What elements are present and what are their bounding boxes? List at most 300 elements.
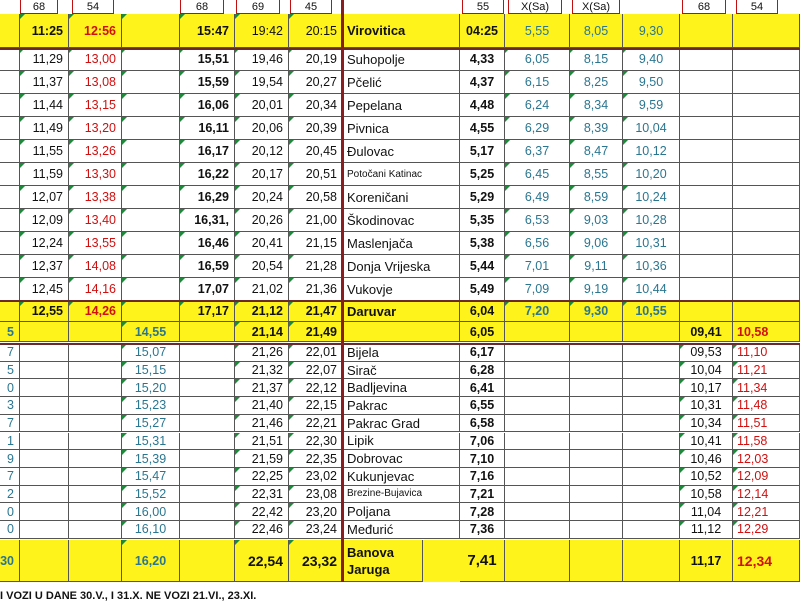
- empty-cell: [0, 301, 20, 322]
- departure-time-cell: 20,27: [289, 71, 343, 94]
- table-row: [0, 415, 800, 433]
- departure-time-cell: 16,22: [180, 163, 235, 186]
- departure-time-cell: 22,35: [289, 450, 343, 468]
- km-value: 6,41: [460, 379, 505, 397]
- empty-cell: [20, 486, 69, 504]
- departure-time-cell: 30: [0, 540, 20, 582]
- departure-time-cell: 16,29: [180, 186, 235, 209]
- station-name: Pakrac Grad: [343, 415, 460, 433]
- departure-time-cell: 5: [0, 322, 20, 342]
- departure-time-cell: 20,17: [235, 163, 289, 186]
- empty-cell: [733, 117, 800, 140]
- km-value: 5,49: [460, 278, 505, 301]
- empty-cell: [20, 540, 69, 582]
- empty-cell: [505, 540, 570, 582]
- empty-cell: [69, 486, 122, 504]
- departure-time-cell: 21,36: [289, 278, 343, 301]
- empty-cell: [733, 301, 800, 322]
- empty-cell: [180, 521, 235, 539]
- departure-time-cell: 21,15: [289, 232, 343, 255]
- empty-cell: [623, 521, 680, 539]
- departure-time-cell: 20,12: [235, 140, 289, 163]
- departure-time-cell: 7: [0, 415, 20, 433]
- table-row: [0, 71, 800, 94]
- table-row: [0, 117, 800, 140]
- departure-time-cell: 9: [0, 450, 20, 468]
- empty-cell: [69, 415, 122, 433]
- empty-cell: [570, 468, 623, 486]
- table-row: [0, 140, 800, 163]
- empty-cell: [69, 521, 122, 539]
- empty-cell: [0, 278, 20, 301]
- departure-time-cell: 11,29: [20, 48, 69, 71]
- departure-time-cell: 11,34: [733, 379, 800, 397]
- empty-cell: [733, 163, 800, 186]
- empty-cell: [180, 468, 235, 486]
- departure-time-cell: 12,03: [733, 450, 800, 468]
- empty-cell: [505, 415, 570, 433]
- departure-time-cell: 10,34: [680, 415, 733, 433]
- departure-time-cell: 22,46: [235, 521, 289, 539]
- departure-time-cell: 09,41: [680, 322, 733, 342]
- departure-time-cell: 22,07: [289, 362, 343, 380]
- station-name: Virovitica: [343, 14, 460, 48]
- table-row: [0, 209, 800, 232]
- empty-cell: [680, 209, 733, 232]
- departure-time-cell: 9,30: [623, 14, 680, 48]
- departure-time-cell: 10,31: [680, 397, 733, 415]
- empty-cell: [180, 379, 235, 397]
- departure-time-cell: 16,31,: [180, 209, 235, 232]
- departure-time-cell: 20:15: [289, 14, 343, 48]
- empty-cell: [180, 344, 235, 362]
- empty-cell: [505, 450, 570, 468]
- km-value: 7,06: [460, 433, 505, 451]
- empty-cell: [343, 322, 460, 342]
- empty-cell: [180, 450, 235, 468]
- empty-cell: [680, 301, 733, 322]
- departure-time-cell: 10,24: [623, 186, 680, 209]
- departure-time-cell: 10,41: [680, 433, 733, 451]
- empty-cell: [623, 379, 680, 397]
- departure-time-cell: 15,59: [180, 71, 235, 94]
- departure-time-cell: 13,08: [69, 71, 122, 94]
- departure-time-cell: 6,53: [505, 209, 570, 232]
- empty-cell: [0, 209, 20, 232]
- departure-time-cell: 9,50: [623, 71, 680, 94]
- departure-time-cell: 10,17: [680, 379, 733, 397]
- departure-time-cell: 9,40: [623, 48, 680, 71]
- departure-time-cell: 11,58: [733, 433, 800, 451]
- departure-time-cell: 13,55: [69, 232, 122, 255]
- empty-cell: [20, 415, 69, 433]
- station-name: Suhopolje: [343, 48, 460, 71]
- train-number-header: 54: [72, 0, 114, 14]
- departure-time-cell: 12,34: [733, 540, 800, 582]
- empty-cell: [20, 379, 69, 397]
- empty-cell: [680, 278, 733, 301]
- empty-cell: [20, 450, 69, 468]
- empty-cell: [680, 117, 733, 140]
- departure-time-cell: 9,06: [570, 232, 623, 255]
- empty-cell: [570, 521, 623, 539]
- departure-time-cell: 09,53: [680, 344, 733, 362]
- empty-cell: [69, 540, 122, 582]
- departure-time-cell: 0: [0, 521, 20, 539]
- departure-time-cell: 22,30: [289, 433, 343, 451]
- empty-cell: [0, 14, 20, 48]
- departure-time-cell: 20,41: [235, 232, 289, 255]
- departure-time-cell: [122, 232, 180, 255]
- km-value: 6,04: [460, 301, 505, 322]
- train-number-header: 45: [290, 0, 332, 14]
- station-name: Donja Vrijeska: [343, 255, 460, 278]
- km-value: 7,41: [460, 540, 505, 582]
- departure-time-cell: 8,05: [570, 14, 623, 48]
- table-row: [0, 397, 800, 415]
- departure-time-cell: 16,46: [180, 232, 235, 255]
- table-row: [0, 232, 800, 255]
- empty-cell: [180, 503, 235, 521]
- empty-cell: [623, 362, 680, 380]
- departure-time-cell: 12,29: [733, 521, 800, 539]
- departure-time-cell: 13,26: [69, 140, 122, 163]
- departure-time-cell: 8,25: [570, 71, 623, 94]
- departure-time-cell: 14,55: [122, 322, 180, 342]
- km-value: 4,33: [460, 48, 505, 71]
- empty-cell: [733, 209, 800, 232]
- empty-cell: [680, 232, 733, 255]
- empty-cell: [0, 255, 20, 278]
- empty-cell: [180, 486, 235, 504]
- departure-time-cell: 11,10: [733, 344, 800, 362]
- empty-cell: [733, 48, 800, 71]
- departure-time-cell: 11,49: [20, 117, 69, 140]
- departure-time-cell: 22,01: [289, 344, 343, 362]
- station-name: Bijela: [343, 344, 460, 362]
- table-row: [0, 379, 800, 397]
- departure-time-cell: 21,00: [289, 209, 343, 232]
- departure-time-cell: 20,45: [289, 140, 343, 163]
- empty-cell: [570, 503, 623, 521]
- empty-cell: [505, 362, 570, 380]
- departure-time-cell: 20,26: [235, 209, 289, 232]
- table-row: [0, 278, 800, 301]
- departure-time-cell: 21,40: [235, 397, 289, 415]
- station-name: Dobrovac: [343, 450, 460, 468]
- departure-time-cell: 10,46: [680, 450, 733, 468]
- departure-time-cell: 8,47: [570, 140, 623, 163]
- departure-time-cell: 22,54: [235, 540, 289, 582]
- departure-time-cell: 20,01: [235, 94, 289, 117]
- departure-time-cell: 10,55: [623, 301, 680, 322]
- empty-cell: [623, 540, 680, 582]
- departure-time-cell: 11,12: [680, 521, 733, 539]
- empty-cell: [733, 140, 800, 163]
- departure-time-cell: 20,19: [289, 48, 343, 71]
- station-name: Badljevina: [343, 379, 460, 397]
- column-divider: [341, 0, 344, 582]
- departure-time-cell: 21,37: [235, 379, 289, 397]
- departure-time-cell: 9,11: [570, 255, 623, 278]
- station-name: Koreničani: [343, 186, 460, 209]
- train-number-header: 55: [462, 0, 504, 14]
- departure-time-cell: 22,21: [289, 415, 343, 433]
- departure-time-cell: 14,08: [69, 255, 122, 278]
- departure-time-cell: 15:47: [180, 14, 235, 48]
- departure-time-cell: 15,31: [122, 433, 180, 451]
- departure-time-cell: 21,32: [235, 362, 289, 380]
- empty-cell: [69, 468, 122, 486]
- empty-cell: [505, 322, 570, 342]
- empty-cell: [0, 48, 20, 71]
- departure-time-cell: 11,59: [20, 163, 69, 186]
- km-value: 5,44: [460, 255, 505, 278]
- departure-time-cell: 8,55: [570, 163, 623, 186]
- km-value: 6,58: [460, 415, 505, 433]
- empty-cell: [69, 450, 122, 468]
- departure-time-cell: 1: [0, 433, 20, 451]
- departure-time-cell: 6,37: [505, 140, 570, 163]
- empty-cell: [69, 322, 122, 342]
- departure-time-cell: 20,39: [289, 117, 343, 140]
- departure-time-cell: 13,00: [69, 48, 122, 71]
- departure-time-cell: 6,24: [505, 94, 570, 117]
- departure-time-cell: 0: [0, 379, 20, 397]
- departure-time-cell: 7,01: [505, 255, 570, 278]
- departure-time-cell: 21,46: [235, 415, 289, 433]
- departure-time-cell: 11,21: [733, 362, 800, 380]
- empty-cell: [680, 255, 733, 278]
- departure-time-cell: 6,49: [505, 186, 570, 209]
- departure-time-cell: 14,26: [69, 301, 122, 322]
- empty-cell: [69, 397, 122, 415]
- departure-time-cell: [122, 301, 180, 322]
- empty-cell: [505, 397, 570, 415]
- departure-time-cell: 11,44: [20, 94, 69, 117]
- departure-time-cell: [122, 186, 180, 209]
- departure-time-cell: 10,04: [680, 362, 733, 380]
- departure-time-cell: 17,17: [180, 301, 235, 322]
- empty-cell: [680, 71, 733, 94]
- empty-cell: [69, 344, 122, 362]
- empty-cell: [20, 344, 69, 362]
- departure-time-cell: 5: [0, 362, 20, 380]
- departure-time-cell: 17,07: [180, 278, 235, 301]
- departure-time-cell: 15,23: [122, 397, 180, 415]
- empty-cell: [680, 186, 733, 209]
- empty-cell: [570, 379, 623, 397]
- empty-cell: [623, 468, 680, 486]
- departure-time-cell: 12,24: [20, 232, 69, 255]
- empty-cell: [570, 415, 623, 433]
- table-row: [0, 362, 800, 380]
- departure-time-cell: 16,17: [180, 140, 235, 163]
- departure-time-cell: [122, 255, 180, 278]
- departure-time-cell: 20,34: [289, 94, 343, 117]
- departure-time-cell: 15,47: [122, 468, 180, 486]
- departure-time-cell: 16,10: [122, 521, 180, 539]
- departure-time-cell: 6,56: [505, 232, 570, 255]
- departure-time-cell: 21,51: [235, 433, 289, 451]
- departure-time-cell: 16,00: [122, 503, 180, 521]
- empty-cell: [680, 48, 733, 71]
- empty-cell: [20, 362, 69, 380]
- departure-time-cell: 20,51: [289, 163, 343, 186]
- station-name: Sirač: [343, 362, 460, 380]
- station-name: Vukovje: [343, 278, 460, 301]
- empty-cell: [623, 344, 680, 362]
- station-name: Lipik: [343, 433, 460, 451]
- departure-time-cell: 5,55: [505, 14, 570, 48]
- km-value: 6,17: [460, 344, 505, 362]
- departure-time-cell: 2: [0, 486, 20, 504]
- table-row: [0, 344, 800, 362]
- empty-cell: [20, 468, 69, 486]
- departure-time-cell: 3: [0, 397, 20, 415]
- station-name: Kukunjevac: [343, 468, 460, 486]
- departure-time-cell: 16,59: [180, 255, 235, 278]
- km-value: 7,36: [460, 521, 505, 539]
- departure-time-cell: 10,58: [680, 486, 733, 504]
- departure-time-cell: [122, 48, 180, 71]
- station-name: Pakrac: [343, 397, 460, 415]
- departure-time-cell: 10,28: [623, 209, 680, 232]
- table-row: [0, 301, 800, 322]
- empty-cell: [623, 397, 680, 415]
- km-value: 4,55: [460, 117, 505, 140]
- empty-cell: [505, 486, 570, 504]
- table-row: [0, 163, 800, 186]
- row-separator: [0, 48, 800, 50]
- departure-time-cell: 23,24: [289, 521, 343, 539]
- train-number-header: 68: [180, 0, 224, 14]
- empty-cell: [680, 140, 733, 163]
- departure-time-cell: 10,12: [623, 140, 680, 163]
- departure-time-cell: 10,44: [623, 278, 680, 301]
- empty-cell: [623, 486, 680, 504]
- departure-time-cell: 7: [0, 468, 20, 486]
- station-name: Pepelana: [343, 94, 460, 117]
- departure-time-cell: 6,15: [505, 71, 570, 94]
- departure-time-cell: 21,49: [289, 322, 343, 342]
- km-value: 6,05: [460, 322, 505, 342]
- departure-time-cell: 21,14: [235, 322, 289, 342]
- departure-time-cell: 13,20: [69, 117, 122, 140]
- km-value: 6,28: [460, 362, 505, 380]
- departure-time-cell: 7,20: [505, 301, 570, 322]
- station-name: Banova Jaruga: [343, 540, 423, 582]
- departure-time-cell: 16,11: [180, 117, 235, 140]
- empty-cell: [733, 14, 800, 48]
- departure-time-cell: 12,14: [733, 486, 800, 504]
- empty-cell: [623, 322, 680, 342]
- table-row: [0, 450, 800, 468]
- departure-time-cell: 12,21: [733, 503, 800, 521]
- empty-cell: [69, 362, 122, 380]
- empty-cell: [20, 521, 69, 539]
- empty-cell: [0, 186, 20, 209]
- empty-cell: [0, 117, 20, 140]
- empty-cell: [623, 433, 680, 451]
- station-name: Maslenjača: [343, 232, 460, 255]
- empty-cell: [733, 71, 800, 94]
- departure-time-cell: 8,39: [570, 117, 623, 140]
- km-value: 5,29: [460, 186, 505, 209]
- empty-cell: [69, 503, 122, 521]
- table-row: [0, 255, 800, 278]
- empty-cell: [570, 450, 623, 468]
- departure-time-cell: [122, 14, 180, 48]
- empty-cell: [623, 450, 680, 468]
- table-row: [0, 14, 800, 48]
- table-row: [0, 503, 800, 521]
- empty-cell: [180, 362, 235, 380]
- departure-time-cell: 11:25: [20, 14, 69, 48]
- station-name: Potočani Katinac: [343, 163, 460, 186]
- empty-cell: [0, 232, 20, 255]
- table-row: [0, 486, 800, 504]
- km-value: 7,10: [460, 450, 505, 468]
- empty-cell: [180, 322, 235, 342]
- table-row: [0, 433, 800, 451]
- km-value: 4,37: [460, 71, 505, 94]
- empty-cell: [505, 344, 570, 362]
- departure-time-cell: 19,46: [235, 48, 289, 71]
- departure-time-cell: 23,32: [289, 540, 343, 582]
- departure-time-cell: 12,55: [20, 301, 69, 322]
- empty-cell: [623, 415, 680, 433]
- departure-time-cell: [122, 209, 180, 232]
- departure-time-cell: 16,06: [180, 94, 235, 117]
- departure-time-cell: 21,28: [289, 255, 343, 278]
- departure-time-cell: 22,42: [235, 503, 289, 521]
- departure-time-cell: 15,51: [180, 48, 235, 71]
- departure-time-cell: 12,45: [20, 278, 69, 301]
- empty-cell: [0, 71, 20, 94]
- row-separator: [0, 343, 800, 345]
- departure-time-cell: 20,24: [235, 186, 289, 209]
- departure-time-cell: 12,09: [733, 468, 800, 486]
- departure-time-cell: [122, 94, 180, 117]
- empty-cell: [680, 14, 733, 48]
- departure-time-cell: 22,15: [289, 397, 343, 415]
- empty-cell: [505, 379, 570, 397]
- empty-cell: [69, 379, 122, 397]
- table-row: [0, 468, 800, 486]
- station-name: Poljana: [343, 503, 460, 521]
- departure-time-cell: 19,54: [235, 71, 289, 94]
- departure-time-cell: 23,08: [289, 486, 343, 504]
- departure-time-cell: 10,20: [623, 163, 680, 186]
- station-name: Škodinovac: [343, 209, 460, 232]
- empty-cell: [0, 140, 20, 163]
- empty-cell: [733, 232, 800, 255]
- station-name: Đulovac: [343, 140, 460, 163]
- station-name: Pivnica: [343, 117, 460, 140]
- departure-time-cell: 7: [0, 344, 20, 362]
- departure-time-cell: 21,59: [235, 450, 289, 468]
- departure-time-cell: 13,30: [69, 163, 122, 186]
- departure-time-cell: 7,09: [505, 278, 570, 301]
- departure-time-cell: 10,31: [623, 232, 680, 255]
- departure-time-cell: 21,12: [235, 301, 289, 322]
- departure-time-cell: 10,58: [733, 322, 800, 342]
- departure-time-cell: 12:56: [69, 14, 122, 48]
- departure-time-cell: 10,52: [680, 468, 733, 486]
- departure-time-cell: 10,04: [623, 117, 680, 140]
- km-value: 5,35: [460, 209, 505, 232]
